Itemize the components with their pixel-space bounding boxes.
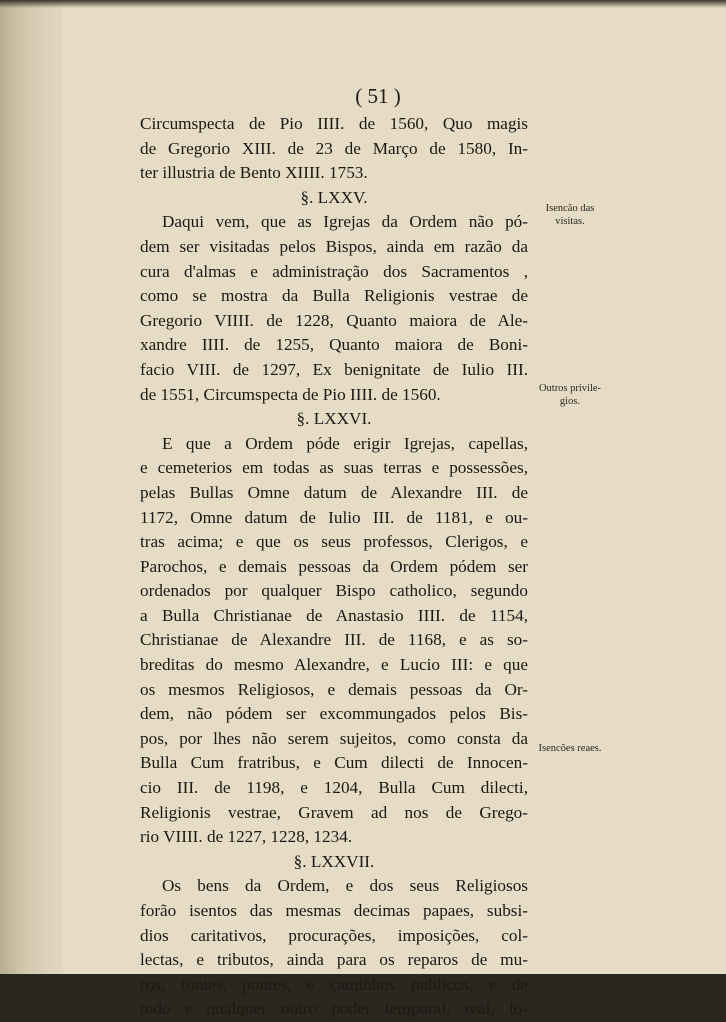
- margin-note-reaes: Isencões reaes.: [538, 743, 602, 754]
- text-line: dios caritativos, procurações, imposições, col-: [140, 925, 528, 945]
- text-line: cura d'almas e administração dos Sacramentos ,: [140, 261, 528, 281]
- text-line: facio VIII. de 1297, Ex benignitate de Iulio III.: [140, 359, 528, 379]
- text-line: dem ser visitadas pelos Bispos, ainda em razão da: [140, 236, 528, 256]
- text-line: E que a Ordem póde erigir Igrejas, capellas,: [162, 433, 528, 453]
- text-line: pos, por lhes não serem sujeitos, como consta da: [140, 728, 528, 748]
- section-heading: §. LXXVI.: [296, 409, 372, 429]
- text-line: lectas, e tributos, ainda para os reparos de mu-: [140, 950, 528, 970]
- text-line: e cemeterios em todas as suas terras e possessões,: [140, 458, 528, 478]
- text-line: Circumspecta de Pio IIII. de 1560, Quo magis: [140, 114, 528, 133]
- text-line: de 1551, Circumspecta de Pio IIII. de 1560.: [140, 384, 441, 404]
- text-line: tras acima; e que os seus professos, Clerigos, e: [140, 532, 528, 552]
- text-line: cio III. de 1198, e 1204, Bulla Cum dilecti,: [140, 778, 528, 798]
- text-line: forão isentos das mesmas decimas papaes, subsi-: [140, 901, 528, 920]
- text-line: Parochos, e demais pessoas da Ordem pódem ser: [140, 556, 528, 576]
- section-heading: §. LXXVII.: [293, 851, 375, 871]
- text-line: pelas Bullas Omne datum de Alexandre III. de: [140, 482, 528, 502]
- text-line: rio VIIII. de 1227, 1228, 1234.: [140, 827, 353, 847]
- text-line: ordenados por qualquer Bispo catholico, segundo: [140, 581, 528, 601]
- text-line: como se mostra da Bulla Religionis vestrae de: [140, 286, 528, 306]
- text-line: Gregorio VIIII. de 1228, Quanto maiora de Ale-: [140, 310, 528, 330]
- text-line: ros, fontes, pontes, e caminhos publicos, e de: [140, 974, 528, 994]
- page-number: ( 51 ): [355, 84, 401, 108]
- body-text: [140, 112, 528, 1022]
- text-line: xandre IIII. de 1255, Quanto maiora de Boni-: [140, 335, 528, 355]
- text-line: os mesmos Religiosos, e demais pessoas da Or-: [140, 679, 528, 699]
- text-line: Religionis vestrae, Gravem ad nos de Grego-: [140, 802, 528, 822]
- margin-note-privilegios: Outros privile-gios.: [538, 383, 602, 407]
- text-line: ter illustria de Bento XIIII. 1753.: [140, 163, 368, 183]
- text-line: todo e qualquer outro poder temporal, real, lo-: [140, 999, 528, 1019]
- text-line: dem, não pódem ser excommungados pelos Bis-: [140, 704, 528, 724]
- page-top-edge: [0, 0, 726, 8]
- text-line: de Gregorio XIII. de 23 de Março de 1580, In-: [140, 138, 528, 158]
- text-line: Christianae de Alexandre III. de 1168, e as so-: [140, 630, 528, 650]
- text-line: Os bens da Ordem, e dos seus Religiosos: [162, 876, 528, 896]
- page-gutter-shadow: [0, 0, 62, 974]
- text-line: 1172, Omne datum de Iulio III. de 1181, e ou-: [140, 507, 528, 527]
- text-line: breditas do mesmo Alexandre, e Lucio III: e que: [140, 655, 528, 675]
- text-line: Bulla Cum fratribus, e Cum dilecti de Innocen-: [140, 753, 528, 773]
- text-line: a Bulla Christianae de Anastasio IIII. de 1154,: [140, 605, 528, 625]
- section-heading: §. LXXV.: [300, 187, 368, 207]
- text-line: Daqui vem, que as Igrejas da Ordem não pó-: [162, 212, 528, 232]
- margin-note-visitas: Isencão das visitas.: [545, 203, 595, 227]
